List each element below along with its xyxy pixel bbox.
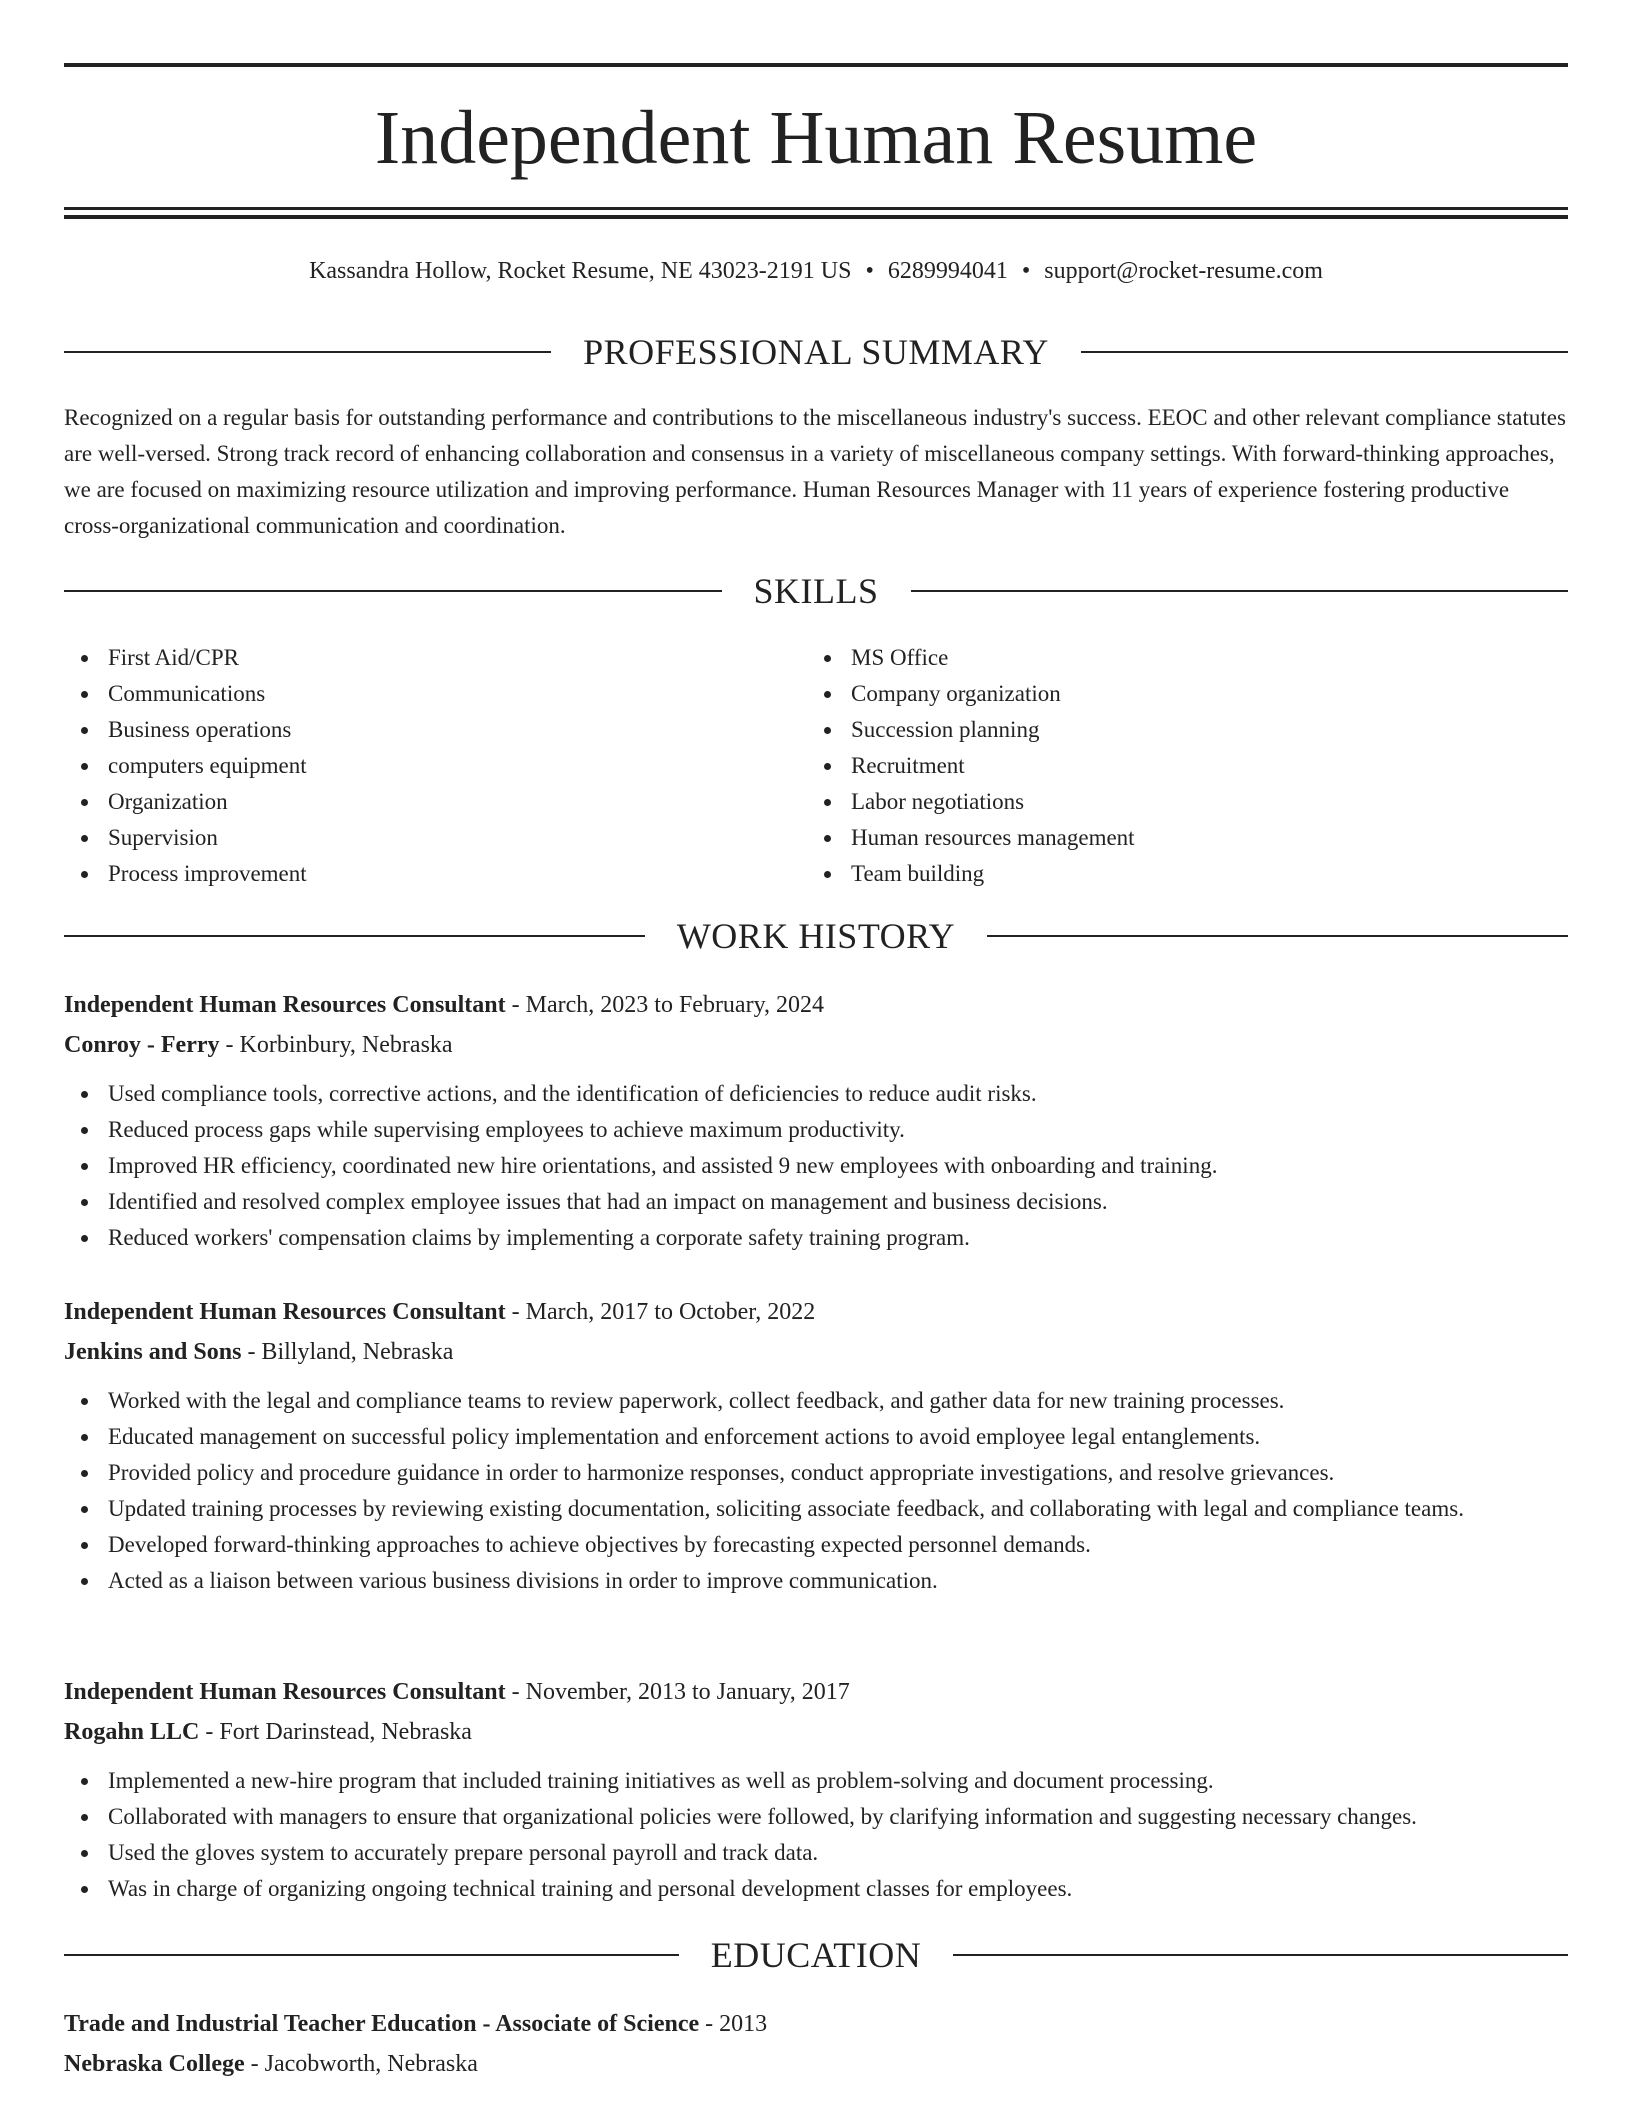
job-bullet: Acted as a liaison between various business divisions in order to improve communication. bbox=[64, 1563, 1568, 1599]
skill-item: Team building bbox=[807, 856, 1507, 892]
skill-item: MS Office bbox=[807, 640, 1507, 676]
education-degree: Trade and Industrial Teacher Education - Associate of Science bbox=[64, 2011, 700, 2037]
skill-item: Human resources management bbox=[807, 820, 1507, 856]
skill-item: Recruitment bbox=[807, 748, 1507, 784]
skill-item: First Aid/CPR bbox=[64, 640, 764, 676]
job-bullet: Reduced process gaps while supervising employees to achieve maximum productivity. bbox=[64, 1112, 1568, 1148]
job-bullet: Improved HR efficiency, coordinated new hire orientations, and assisted 9 new employees with onboarding and training. bbox=[64, 1148, 1568, 1184]
job-entry bbox=[64, 988, 1568, 1256]
job-bullet: Collaborated with managers to ensure that organizational policies were followed, by clarifying information and suggesting necessary changes. bbox=[64, 1799, 1568, 1835]
job-bullet: Implemented a new-hire program that included training initiatives as well as problem-solving and document processing. bbox=[64, 1763, 1568, 1799]
job-location: - Korbinbury, Nebraska bbox=[219, 1032, 453, 1058]
contact-line bbox=[64, 254, 1568, 288]
resume-title: Independent Human Resume bbox=[374, 96, 1258, 180]
skills-list-right bbox=[807, 640, 1507, 892]
job-dates: - November, 2013 to January, 2017 bbox=[505, 1679, 850, 1705]
skill-item: Organization bbox=[64, 784, 764, 820]
job-company: Rogahn LLC bbox=[64, 1719, 200, 1745]
section-rule-left bbox=[64, 590, 722, 592]
job-dates: - March, 2017 to October, 2022 bbox=[505, 1299, 816, 1325]
skill-item: Supervision bbox=[64, 820, 764, 856]
contact-separator: • bbox=[1021, 258, 1031, 284]
summary-text: Recognized on a regular basis for outstanding performance and contributions to the miscellaneous industry's success. EEOC and other relevant compliance statutes are well-versed. Strong track record of enhancing collaboration and consensus in a variety of miscellaneous company settings. With forward-thinking approaches, we are focused on maximizing resource utilization and improving performance. Human Resources Manager with 11 years of experience fostering productive cross-organizational communication and coordination. bbox=[64, 405, 1566, 538]
job-bullets bbox=[64, 1763, 1568, 1907]
skill-item: Labor negotiations bbox=[807, 784, 1507, 820]
job-company-line bbox=[64, 1028, 1568, 1062]
job-dates: - March, 2023 to February, 2024 bbox=[505, 992, 825, 1018]
section-heading: WORK HISTORY bbox=[676, 916, 956, 956]
education-section-header bbox=[64, 1933, 1568, 1977]
contact-email: support@rocket-resume.com bbox=[1044, 258, 1323, 284]
skill-item: computers equipment bbox=[64, 748, 764, 784]
education-school: Nebraska College bbox=[64, 2051, 245, 2077]
section-heading: EDUCATION bbox=[710, 1935, 922, 1975]
education-entry bbox=[64, 2007, 1568, 2081]
job-company-line bbox=[64, 1335, 1568, 1369]
job-company-line bbox=[64, 1715, 1568, 1749]
education-location: - Jacobworth, Nebraska bbox=[244, 2051, 478, 2077]
job-title-line bbox=[64, 1295, 1568, 1329]
job-location: - Billyland, Nebraska bbox=[241, 1339, 454, 1365]
job-title-line bbox=[64, 1675, 1568, 1709]
job-bullet: Provided policy and procedure guidance in order to harmonize responses, conduct appropriate investigations, and resolve grievances. bbox=[64, 1455, 1568, 1491]
job-location: - Fort Darinstead, Nebraska bbox=[199, 1719, 472, 1745]
skill-item: Business operations bbox=[64, 712, 764, 748]
section-rule-right bbox=[911, 590, 1569, 592]
skill-item: Company organization bbox=[807, 676, 1507, 712]
work-section-header bbox=[64, 914, 1568, 958]
summary-section-header bbox=[64, 330, 1568, 374]
top-rule bbox=[64, 63, 1568, 67]
skill-item: Communications bbox=[64, 676, 764, 712]
skill-item: Succession planning bbox=[807, 712, 1507, 748]
section-rule-left bbox=[64, 1954, 679, 1956]
job-entry bbox=[64, 1675, 1568, 1907]
education-school-line bbox=[64, 2047, 1568, 2081]
section-rule-right bbox=[953, 1954, 1568, 1956]
title-rule-upper bbox=[64, 207, 1568, 210]
job-company: Conroy - Ferry bbox=[64, 1032, 220, 1058]
job-bullets bbox=[64, 1383, 1568, 1599]
job-bullet: Updated training processes by reviewing existing documentation, soliciting associate feedback, and collaborating with legal and compliance teams. bbox=[64, 1491, 1568, 1527]
skills-list-left bbox=[64, 640, 764, 892]
skill-item: Process improvement bbox=[64, 856, 764, 892]
job-bullet: Educated management on successful policy implementation and enforcement actions to avoid employee legal entanglements. bbox=[64, 1419, 1568, 1455]
job-company: Jenkins and Sons bbox=[64, 1339, 242, 1365]
job-bullet: Developed forward-thinking approaches to achieve objectives by forecasting expected personnel demands. bbox=[64, 1527, 1568, 1563]
job-bullet: Worked with the legal and compliance teams to review paperwork, collect feedback, and gather data for new training processes. bbox=[64, 1383, 1568, 1419]
job-bullet: Reduced workers' compensation claims by implementing a corporate safety training program. bbox=[64, 1220, 1568, 1256]
job-entry bbox=[64, 1295, 1568, 1599]
contact-address: Kassandra Hollow, Rocket Resume, NE 43023-2191 US bbox=[309, 258, 852, 284]
job-bullets bbox=[64, 1076, 1568, 1256]
job-title-line bbox=[64, 988, 1568, 1022]
education-degree-line bbox=[64, 2007, 1568, 2041]
section-rule-left bbox=[64, 351, 551, 353]
title-rule-lower bbox=[64, 215, 1568, 219]
job-bullet: Used compliance tools, corrective actions, and the identification of deficiencies to reduce audit risks. bbox=[64, 1076, 1568, 1112]
skills-section-header bbox=[64, 569, 1568, 613]
job-title: Independent Human Resources Consultant bbox=[64, 1679, 506, 1705]
job-bullet: Identified and resolved complex employee issues that had an impact on management and business decisions. bbox=[64, 1184, 1568, 1220]
job-bullet: Used the gloves system to accurately prepare personal payroll and track data. bbox=[64, 1835, 1568, 1871]
contact-separator: • bbox=[865, 258, 874, 284]
job-title: Independent Human Resources Consultant bbox=[64, 1299, 506, 1325]
job-title: Independent Human Resources Consultant bbox=[64, 992, 506, 1018]
contact-phone: 6289994041 bbox=[887, 258, 1008, 284]
section-rule-right bbox=[1081, 351, 1568, 353]
section-rule-left bbox=[64, 935, 645, 937]
education-year: - 2013 bbox=[699, 2011, 768, 2037]
section-rule-right bbox=[987, 935, 1568, 937]
job-bullet: Was in charge of organizing ongoing technical training and personal development classes for employees. bbox=[64, 1871, 1568, 1907]
section-heading: PROFESSIONAL SUMMARY bbox=[583, 332, 1049, 372]
section-heading: SKILLS bbox=[753, 571, 879, 611]
